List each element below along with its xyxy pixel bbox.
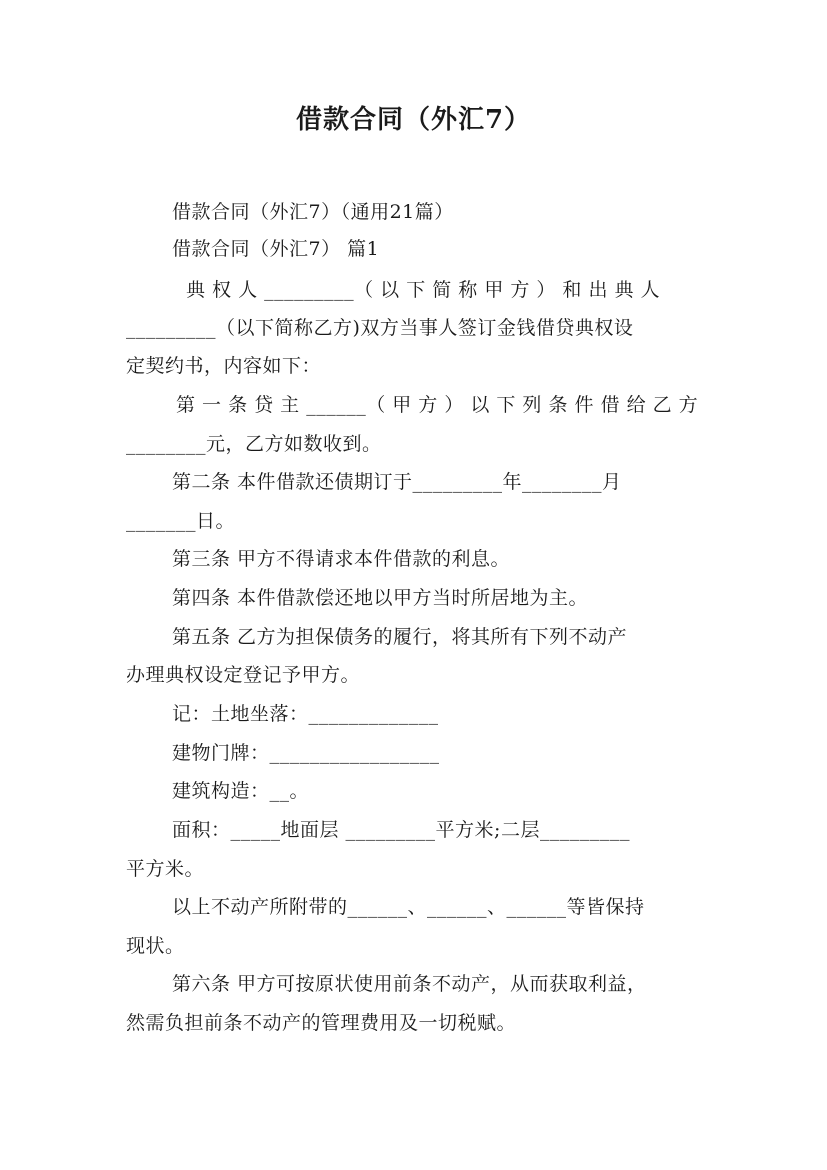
clause-3-line: 第三条 甲方不得请求本件借款的利息。	[172, 548, 511, 570]
property-attachments-line: 现状。	[126, 935, 185, 957]
clause-1-line: 第 一 条 贷 主 ______（ 甲 方 ） 以 下 列 条 件 借 给 乙 方	[176, 394, 699, 416]
clause-1-line: ________元，乙方如数收到。	[126, 433, 382, 455]
clause-2-line: 第二条 本件借款还债期订于_________年________月	[172, 471, 622, 493]
clause-4-line: 第四条 本件借款偿还地以甲方当时所居地为主。	[172, 587, 589, 609]
property-address-line: 建物门牌：_________________	[172, 742, 440, 764]
paragraph-line: 定契约书，内容如下：	[126, 355, 322, 377]
property-attachments-line: 以上不动产所附带的______、______、______等皆保持	[172, 896, 645, 918]
clause-2-line: _______日。	[126, 510, 236, 532]
property-structure-line: 建筑构造：__。	[172, 780, 310, 802]
subtitle-line: 借款合同（外汇7）（通用21篇）	[172, 201, 454, 223]
paragraph-line: _________（以下简称乙方)双方当事人签订金钱借贷典权设	[126, 317, 634, 339]
clause-6-line: 第六条 甲方可按原状使用前条不动产，从而获取利益，	[172, 973, 647, 995]
section-heading: 借款合同（外汇7） 篇1	[172, 238, 380, 260]
property-area-line: 平方米。	[126, 858, 205, 880]
paragraph-line: 典 权 人 _________（ 以 下 简 称 甲 方 ） 和 出 典 人	[186, 279, 661, 301]
clause-6-line: 然需负担前条不动产的管理费用及一切税赋。	[126, 1012, 517, 1034]
clause-5-line: 第五条 乙方为担保债务的履行，将其所有下列不动产	[172, 626, 628, 648]
property-location-line: 记：土地坐落：_____________	[172, 703, 439, 725]
clause-5-line: 办理典权设定登记予甲方。	[126, 664, 361, 686]
property-area-line: 面积：_____地面层 _________平方米;二层_________	[172, 819, 630, 841]
document-title: 借款合同（外汇7）	[295, 105, 532, 135]
